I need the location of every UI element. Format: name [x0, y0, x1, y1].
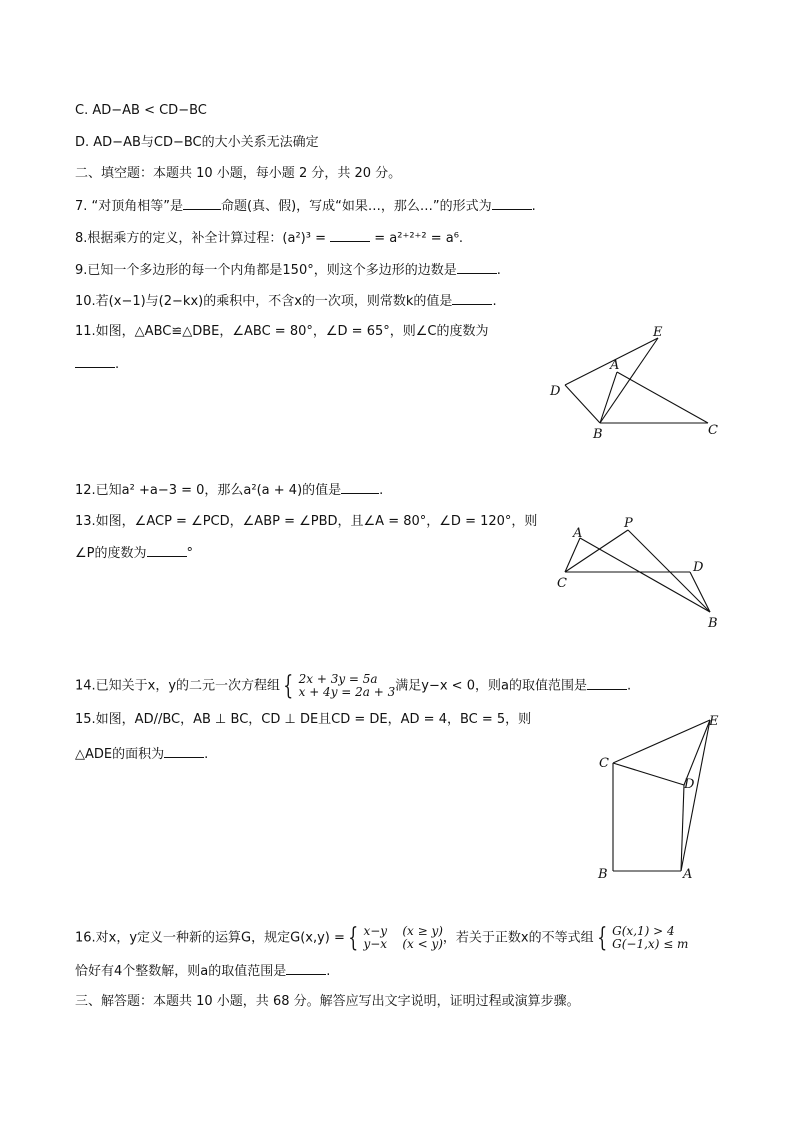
q16-text-d: .: [326, 964, 331, 979]
q16-brace-2: {: [596, 923, 607, 953]
question-15: 15.如图，AD//BC，AB ⊥ BC，CD ⊥ DE且CD = DE，AD = 4，BC = 5，则: [75, 712, 532, 727]
q7-text-b: 命题(真、假)，写成“如果…，那么…”的形式为: [221, 199, 492, 214]
q15-blank: [164, 745, 204, 758]
question-8: [75, 229, 463, 248]
fig13-label-a: A: [573, 526, 583, 541]
q14-text-a: 14.已知关于x，y的二元一次方程组: [75, 678, 281, 694]
question-16-answer: [75, 962, 330, 981]
question-13: 13.如图，∠ACP = ∠PCD，∠ABP = ∠PBD，且∠A = 80°，∠D = 120°，则: [75, 514, 538, 529]
q14-blank: [587, 677, 627, 690]
fig15-label-c: C: [599, 756, 609, 771]
q16-def-2: y−x (x < y): [363, 937, 443, 951]
q8-blank: [330, 229, 370, 242]
fig15-label-d: D: [684, 777, 695, 792]
question-11-answer: [75, 355, 119, 374]
q7-blank-1: [183, 197, 221, 210]
q9-text-b: .: [496, 263, 501, 278]
fig11-label-e: E: [653, 325, 663, 340]
fig13-label-b: B: [708, 616, 718, 631]
fig11-label-c: C: [708, 423, 718, 438]
q12-text-b: .: [379, 483, 384, 498]
q9-blank: [457, 261, 497, 274]
q14-eq-1: 2x + 3y = 5a: [298, 672, 378, 686]
q16-blank: [286, 962, 326, 975]
q16-text-a: 16.对x，y定义一种新的运算G，规定G(x,y) =: [75, 930, 345, 946]
figure-13: [550, 510, 730, 635]
q8-text-a: 8.根据乘方的定义，补全计算过程：(a²)³ =: [75, 231, 326, 246]
fig15-label-a: A: [683, 867, 693, 882]
q14-equation-system: [280, 673, 395, 699]
fig13-label-d: D: [693, 560, 704, 575]
q14-brace: {: [283, 671, 294, 701]
q13-blank: [147, 544, 187, 557]
question-15-answer: [75, 745, 208, 764]
q13-text-c: °: [186, 546, 193, 561]
q10-text-b: .: [492, 294, 497, 309]
figure-15: [590, 708, 730, 886]
fig15-label-e: E: [709, 714, 719, 729]
fig11-label-b: B: [593, 427, 603, 442]
q15-text-b: △ADE的面积为: [75, 747, 165, 762]
q14-text-b: 满足y−x < 0，则a的取值范围是: [395, 678, 587, 694]
q14-text-c: .: [626, 678, 632, 694]
q10-text-a: 10.若(x−1)与(2−kx)的乘积中，不含x的一次项，则常数k的值是: [75, 294, 453, 309]
fig11-segment-db: [565, 385, 600, 423]
fig11-segment-ac: [617, 372, 708, 423]
fig13-label-p: P: [624, 516, 633, 531]
q7-text-a: 7. “对顶角相等”是: [75, 199, 184, 214]
question-14: [75, 673, 631, 699]
fig15-segment-cd: [613, 763, 684, 785]
fig15-label-b: B: [598, 867, 608, 882]
q11-text-b: .: [115, 357, 120, 372]
q16-inequality-system: [594, 925, 689, 951]
question-9: [75, 261, 501, 280]
figure-11: [540, 318, 730, 443]
q16-ineq-2: G(−1,x) ≤ m: [612, 937, 689, 951]
question-13-answer: [75, 544, 193, 563]
fig11-segment-be: [600, 338, 658, 423]
option-d: D. AD−AB与CD−BC的大小关系无法确定: [75, 135, 319, 150]
q16-text-b: ，若关于正数x的不等式组: [442, 930, 594, 946]
q12-blank: [341, 481, 379, 494]
q16-def-1: x−y (x ≥ y): [363, 924, 443, 938]
section-3-heading: 三、解答题：本题共 10 小题，共 68 分。解答应写出文字说明，证明过程或演算步骤。: [75, 994, 580, 1009]
q16-definition-system: [345, 925, 443, 951]
q9-text-a: 9.已知一个多边形的每一个内角都是150°，则这个多边形的边数是: [75, 263, 457, 278]
q13-text-b: ∠P的度数为: [75, 546, 147, 561]
q16-ineq-1: G(x,1) > 4: [612, 924, 675, 938]
fig11-segment-ba: [600, 372, 617, 423]
q7-text-c: .: [531, 199, 536, 214]
question-12: [75, 481, 383, 500]
q12-text-a: 12.已知a² +a−3 = 0，那么a²(a + 4)的值是: [75, 483, 342, 498]
q16-brace-1: {: [348, 923, 359, 953]
fig13-label-c: C: [557, 576, 567, 591]
q10-blank: [452, 292, 492, 305]
fig11-label-a: A: [610, 358, 620, 373]
q16-text-c: 恰好有4个整数解，则a的取值范围是: [75, 964, 287, 979]
question-11: 11.如图，△ABC≌△DBE，∠ABC = 80°，∠D = 65°，则∠C的度数为: [75, 324, 489, 339]
option-c: C. AD−AB < CD−BC: [75, 103, 207, 118]
q14-eq-2: x + 4y = 2a + 3: [298, 685, 396, 699]
q11-blank: [75, 355, 115, 368]
fig11-label-d: D: [550, 384, 561, 399]
q8-text-b: = a²⁺²⁺² = a⁶.: [374, 231, 464, 246]
q15-text-c: .: [204, 747, 209, 762]
question-10: [75, 292, 497, 311]
question-16: [75, 925, 688, 951]
q7-blank-2: [492, 197, 532, 210]
section-2-heading: 二、填空题：本题共 10 小题，每小题 2 分，共 20 分。: [75, 166, 402, 181]
fig15-segment-ae: [681, 720, 710, 871]
question-7: [75, 197, 536, 216]
